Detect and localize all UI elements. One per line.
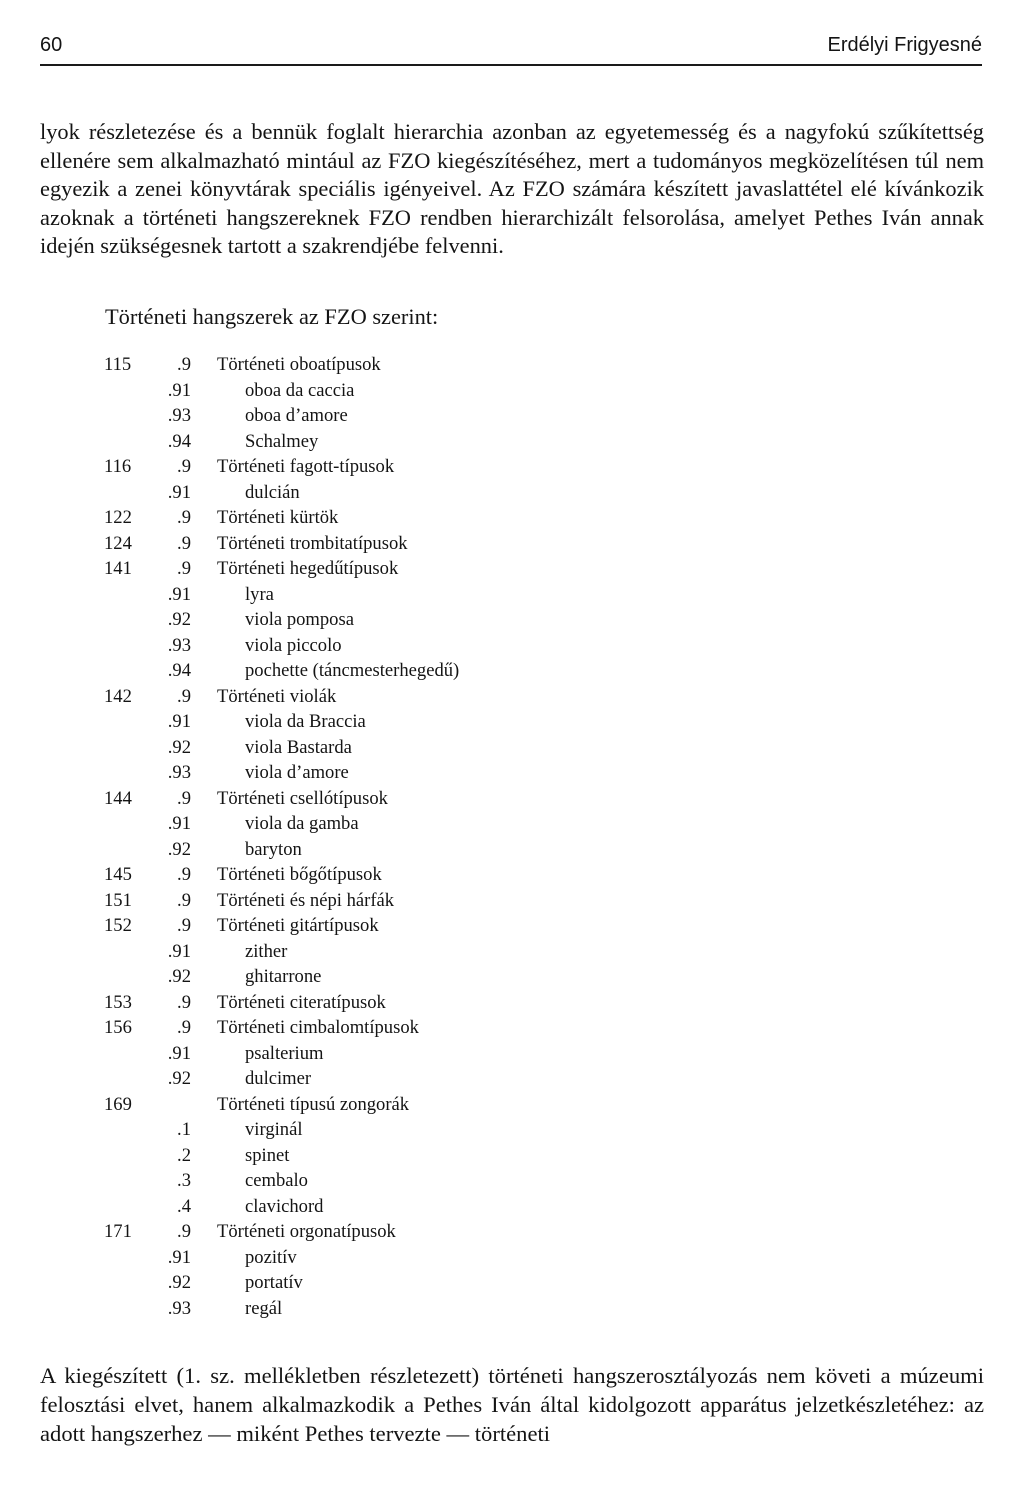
- class-subdivision: .93: [167, 634, 191, 656]
- classification-row: [0, 709, 1024, 735]
- class-number: 169: [104, 1093, 132, 1115]
- classification-row: [0, 1219, 1024, 1245]
- category-name: Történeti gitártípusok: [217, 915, 379, 936]
- classification-row: [0, 913, 1024, 939]
- classification-row: [0, 837, 1024, 863]
- class-number: 153: [104, 991, 132, 1013]
- class-subdivision: .92: [167, 736, 191, 758]
- class-subdivision: .9: [177, 1017, 191, 1038]
- classification-row: [0, 1117, 1024, 1143]
- body-paragraph-1: lyok részletezése és a bennük foglalt hierarchia azonban az egyetemesség és a nagyfokú szűkítettség ellenére sem alkalmazható mintául az FZO kiegészítéséhez, mert a tudományos megközelítésen túl nem egyezik a zenei könyvtárak speciális igényeivel. Az FZO számára készített javaslattétel elé kívánkozik azoknak a történeti hangszereknek FZO rendben hierarchizált felsorolása, amelyet Pethes Iván annak idején szükségesnek tartott a szakrendjébe felvenni.: [40, 119, 984, 258]
- classification-row: [0, 352, 1024, 378]
- class-subdivision: .91: [167, 813, 191, 834]
- instrument-name: dulcimer: [245, 1068, 312, 1089]
- classification-row: [0, 607, 1024, 633]
- classification-row: [0, 1168, 1024, 1194]
- category-name: Történeti típusú zongorák: [217, 1093, 410, 1115]
- class-number: 141: [104, 558, 132, 579]
- running-head-author: Erdélyi Frigyesné: [827, 34, 982, 56]
- class-subdivision: .94: [167, 430, 191, 452]
- category-name: Történeti citeratípusok: [217, 991, 386, 1013]
- category-name: Történeti violák: [217, 685, 337, 707]
- category-name: Történeti oboatípusok: [217, 354, 381, 375]
- class-number: 151: [104, 889, 132, 911]
- class-subdivision: .9: [177, 685, 191, 707]
- instrument-name: pochette (táncmesterhegedű): [245, 660, 460, 681]
- classification-row: [0, 811, 1024, 837]
- instrument-name: oboa da caccia: [245, 379, 355, 401]
- class-number: 122: [104, 507, 132, 528]
- classification-row: [0, 480, 1024, 506]
- classification-row: [0, 658, 1024, 684]
- instrument-name: pozitív: [245, 1246, 297, 1268]
- classification-row: [0, 939, 1024, 965]
- classification-row: [0, 735, 1024, 761]
- class-subdivision: .9: [177, 915, 191, 936]
- instrument-name: zither: [245, 940, 288, 962]
- class-subdivision: .9: [177, 456, 191, 477]
- instrument-name: regál: [245, 1297, 283, 1319]
- class-subdivision: .93: [167, 405, 191, 426]
- body-paragraph-2: A kiegészített (1. sz. mellékletben részletezett) történeti hangszerosztályozás nem követi a múzeumi felosztási elvet, hanem alkalmazkodik a Pethes Iván által kidolgozott apparátus jelzetkészletéhez: az adott hangszerhez — miként Pethes tervezte — történeti: [40, 1363, 984, 1446]
- category-name: Történeti trombitatípusok: [217, 532, 408, 554]
- class-subdivision: .93: [167, 1297, 191, 1319]
- class-subdivision: .2: [177, 1144, 191, 1166]
- classification-row: [0, 990, 1024, 1016]
- classification-row: [0, 582, 1024, 608]
- category-name: Történeti kürtök: [217, 507, 339, 528]
- classification-row: [0, 760, 1024, 786]
- instrument-name: dulcián: [245, 481, 300, 503]
- class-number: 156: [104, 1017, 132, 1038]
- instrument-name: clavichord: [245, 1195, 324, 1217]
- classification-row: [0, 454, 1024, 480]
- instrument-name: viola pomposa: [245, 609, 354, 630]
- classification-row: [0, 1296, 1024, 1322]
- header-rule: [40, 64, 982, 66]
- classification-row: [0, 1041, 1024, 1067]
- instrument-name: viola da gamba: [245, 813, 359, 834]
- instrument-name: oboa d’amore: [245, 405, 348, 426]
- class-subdivision: .92: [167, 1272, 191, 1293]
- class-subdivision: .91: [167, 940, 191, 962]
- class-number: 145: [104, 864, 132, 885]
- class-subdivision: .3: [177, 1170, 191, 1191]
- classification-list: [0, 352, 1024, 1321]
- class-subdivision: .4: [177, 1195, 191, 1217]
- classification-row: [0, 1143, 1024, 1169]
- class-subdivision: .9: [177, 991, 191, 1013]
- classification-row: [0, 633, 1024, 659]
- instrument-name: ghitarrone: [245, 966, 322, 987]
- category-name: Történeti csellótípusok: [217, 787, 388, 809]
- instrument-name: cembalo: [245, 1170, 308, 1191]
- instrument-name: lyra: [245, 583, 274, 605]
- instrument-name: viola piccolo: [245, 634, 342, 656]
- instrument-name: virginál: [245, 1119, 303, 1140]
- class-subdivision: .92: [167, 966, 191, 987]
- classification-row: [0, 429, 1024, 455]
- classification-row: [0, 505, 1024, 531]
- class-subdivision: .93: [167, 762, 191, 783]
- classification-row: [0, 403, 1024, 429]
- class-number: 144: [104, 787, 132, 809]
- classification-row: [0, 531, 1024, 557]
- class-number: 115: [104, 354, 132, 375]
- running-header: [40, 32, 982, 68]
- class-number: 152: [104, 915, 132, 936]
- classification-row: [0, 964, 1024, 990]
- instrument-name: portatív: [245, 1272, 303, 1293]
- class-subdivision: .9: [177, 507, 191, 528]
- classification-row: [0, 1015, 1024, 1041]
- class-subdivision: .94: [167, 660, 191, 681]
- category-name: Történeti hegedűtípusok: [217, 558, 399, 579]
- class-subdivision: .9: [177, 532, 191, 554]
- instrument-name: spinet: [245, 1144, 290, 1166]
- page-number: 60: [40, 34, 63, 56]
- category-name: Történeti orgonatípusok: [217, 1221, 396, 1242]
- classification-row: [0, 862, 1024, 888]
- class-subdivision: .91: [167, 1042, 191, 1064]
- classification-row: [0, 1092, 1024, 1118]
- classification-row: [0, 888, 1024, 914]
- classification-row: [0, 1245, 1024, 1271]
- class-subdivision: .91: [167, 379, 191, 401]
- classification-row: [0, 1270, 1024, 1296]
- class-number: 171: [104, 1221, 132, 1242]
- classification-row: [0, 378, 1024, 404]
- class-subdivision: .9: [177, 889, 191, 911]
- classification-row: [0, 684, 1024, 710]
- class-subdivision: .9: [177, 787, 191, 809]
- category-name: Történeti cimbalomtípusok: [217, 1017, 419, 1038]
- class-subdivision: .91: [167, 481, 191, 503]
- classification-row: [0, 786, 1024, 812]
- instrument-name: Schalmey: [245, 430, 319, 452]
- classification-row: [0, 1194, 1024, 1220]
- category-name: Történeti és népi hárfák: [217, 889, 395, 911]
- class-subdivision: .92: [167, 1068, 191, 1089]
- class-subdivision: .92: [167, 838, 191, 860]
- classification-row: [0, 556, 1024, 582]
- class-subdivision: .9: [177, 558, 191, 579]
- class-number: 142: [104, 685, 132, 707]
- class-subdivision: .92: [167, 609, 191, 630]
- class-subdivision: .9: [177, 864, 191, 885]
- class-number: 116: [104, 456, 132, 477]
- class-number: 124: [104, 532, 132, 554]
- class-subdivision: .91: [167, 711, 191, 732]
- class-subdivision: .9: [177, 354, 191, 375]
- instrument-name: psalterium: [245, 1042, 324, 1064]
- instrument-name: viola Bastarda: [245, 736, 352, 758]
- class-subdivision: .91: [167, 1246, 191, 1268]
- category-name: Történeti fagott-típusok: [217, 456, 395, 477]
- list-intro: Történeti hangszerek az FZO szerint:: [105, 304, 439, 329]
- instrument-name: viola da Braccia: [245, 711, 366, 732]
- class-subdivision: .9: [177, 1221, 191, 1242]
- class-subdivision: .1: [177, 1119, 191, 1140]
- class-subdivision: .91: [167, 583, 191, 605]
- instrument-name: viola d’amore: [245, 762, 349, 783]
- classification-row: [0, 1066, 1024, 1092]
- instrument-name: baryton: [245, 838, 302, 860]
- category-name: Történeti bőgőtípusok: [217, 864, 382, 885]
